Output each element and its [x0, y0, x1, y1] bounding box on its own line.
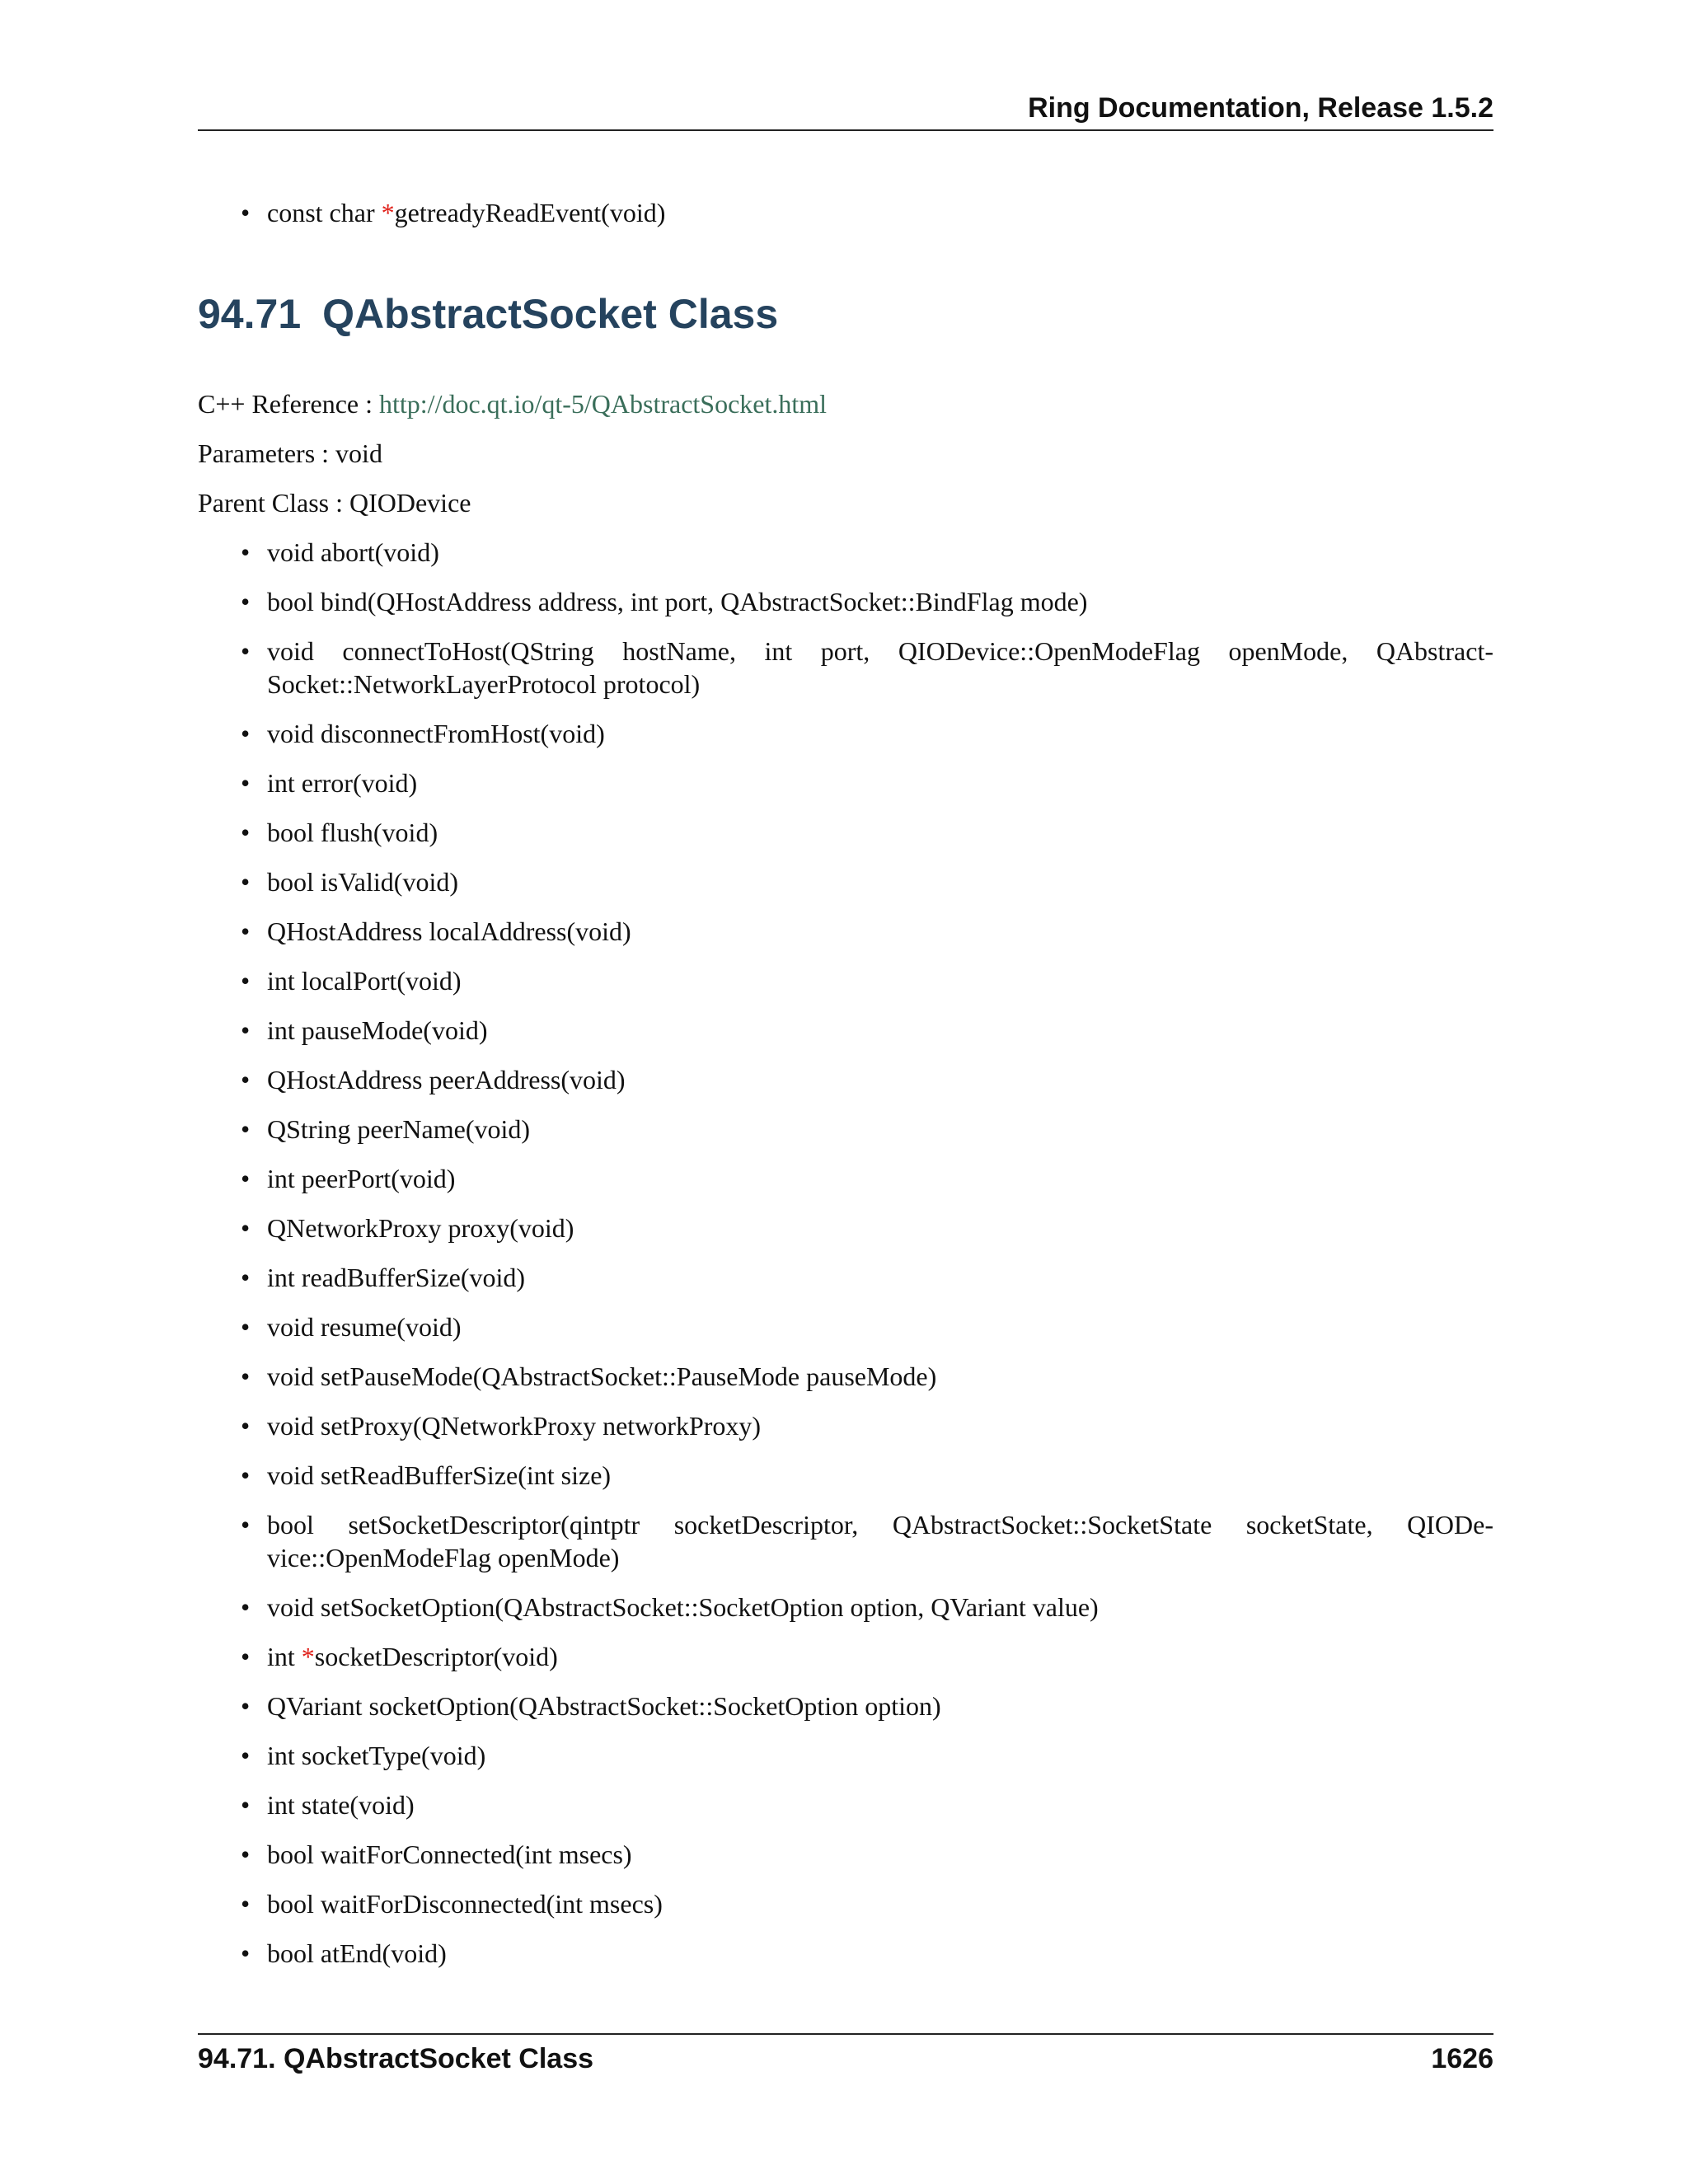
parent-class-value: QIODevice	[349, 488, 471, 518]
method-signature: int peerPort(void)	[267, 1164, 456, 1193]
method-item	[198, 865, 1493, 898]
pointer-star: *	[381, 198, 395, 227]
method-item	[198, 1360, 1493, 1393]
method-signature: bool bind(QHostAddress address, int port, QAbstractSocket::BindFlag mode)	[267, 587, 1088, 616]
cpp-reference-label: C++ Reference :	[198, 389, 379, 419]
method-item	[198, 1409, 1493, 1442]
method-signature: int readBufferSize(void)	[267, 1263, 526, 1292]
method-signature: bool setSocketDescriptor(qintptr socketDescriptor, QAbstractSocket::SocketState socketState, QIODe-vice::OpenModeFlag openMode)	[267, 1510, 1493, 1572]
method-signature: void resume(void)	[267, 1312, 462, 1342]
method-signature: int pauseMode(void)	[267, 1015, 488, 1045]
method-item	[198, 1014, 1493, 1047]
method-signature: QHostAddress peerAddress(void)	[267, 1065, 626, 1094]
method-item	[198, 1739, 1493, 1772]
method-signature-rest: getreadyReadEvent(void)	[394, 198, 666, 227]
method-list	[198, 536, 1493, 1970]
method-item	[198, 1459, 1493, 1492]
method-item	[198, 1591, 1493, 1624]
running-header	[198, 92, 1493, 131]
method-signature: const char	[267, 198, 382, 227]
method-item	[198, 964, 1493, 997]
method-signature: QString peerName(void)	[267, 1114, 531, 1144]
method-signature: void disconnectFromHost(void)	[267, 719, 605, 748]
method-signature: bool waitForDisconnected(int msecs)	[267, 1889, 663, 1919]
method-signature: int state(void)	[267, 1790, 415, 1820]
method-item	[198, 1838, 1493, 1871]
method-signature-rest: socketDescriptor(void)	[314, 1642, 558, 1671]
method-item	[198, 717, 1493, 750]
parameters-line	[198, 437, 1493, 470]
method-item	[198, 816, 1493, 849]
class-info	[198, 387, 1493, 536]
method-item	[198, 1887, 1493, 1920]
method-item	[198, 1690, 1493, 1722]
method-item	[198, 585, 1493, 618]
method-item	[198, 1063, 1493, 1096]
method-signature: bool flush(void)	[267, 818, 438, 847]
method-item	[198, 1640, 1493, 1673]
section-title: QAbstractSocket Class	[322, 291, 779, 337]
running-header-title: Ring Documentation, Release 1.5.2	[1028, 92, 1493, 124]
previous-class-method-list	[198, 196, 1493, 246]
method-signature: void setPauseMode(QAbstractSocket::PauseMode pauseMode)	[267, 1361, 937, 1391]
method-signature: QNetworkProxy proxy(void)	[267, 1213, 574, 1243]
section-heading	[198, 290, 778, 338]
method-signature: QHostAddress localAddress(void)	[267, 916, 631, 946]
method-item	[198, 1162, 1493, 1195]
method-signature: int	[267, 1642, 302, 1671]
page-number: 1626	[1431, 2043, 1493, 2074]
section-number: 94.71	[198, 291, 302, 337]
method-signature: void setProxy(QNetworkProxy networkProxy)	[267, 1411, 762, 1441]
method-signature: void abort(void)	[267, 537, 439, 567]
method-signature: QVariant socketOption(QAbstractSocket::SocketOption option)	[267, 1691, 941, 1721]
method-item	[198, 1788, 1493, 1821]
method-signature: bool isValid(void)	[267, 867, 458, 897]
parameters-value: void	[335, 438, 382, 468]
method-item	[198, 1508, 1493, 1574]
running-footer	[198, 2033, 1493, 2075]
method-item	[198, 1261, 1493, 1294]
method-item	[198, 1310, 1493, 1343]
method-signature: int localPort(void)	[267, 966, 462, 996]
method-item	[198, 196, 1493, 229]
method-item	[198, 536, 1493, 569]
pointer-star: *	[301, 1642, 315, 1671]
method-signature: void connectToHost(QString hostName, int port, QIODevice::OpenModeFlag openMode, QAbstract-Socket::NetworkLayerProtocol protocol)	[267, 636, 1493, 699]
method-signature: bool atEnd(void)	[267, 1938, 447, 1968]
method-list-container	[198, 536, 1493, 1986]
parameters-label: Parameters :	[198, 438, 336, 468]
top-method-list	[198, 196, 1493, 229]
method-signature: void setReadBufferSize(int size)	[267, 1460, 612, 1490]
method-item	[198, 766, 1493, 799]
method-signature: int socketType(void)	[267, 1741, 486, 1770]
method-signature: void setSocketOption(QAbstractSocket::SocketOption option, QVariant value)	[267, 1592, 1099, 1622]
method-item	[198, 1113, 1493, 1146]
method-signature: int error(void)	[267, 768, 418, 798]
cpp-reference-line	[198, 387, 1493, 420]
cpp-reference-link[interactable]: http://doc.qt.io/qt-5/QAbstractSocket.html	[379, 389, 828, 419]
parent-class-label: Parent Class :	[198, 488, 349, 518]
method-item	[198, 635, 1493, 701]
method-signature: bool waitForConnected(int msecs)	[267, 1840, 632, 1869]
footer-section-label: 94.71. QAbstractSocket Class	[198, 2043, 594, 2074]
method-item	[198, 1212, 1493, 1244]
parent-class-line	[198, 486, 1493, 519]
method-item	[198, 1937, 1493, 1970]
method-item	[198, 915, 1493, 948]
